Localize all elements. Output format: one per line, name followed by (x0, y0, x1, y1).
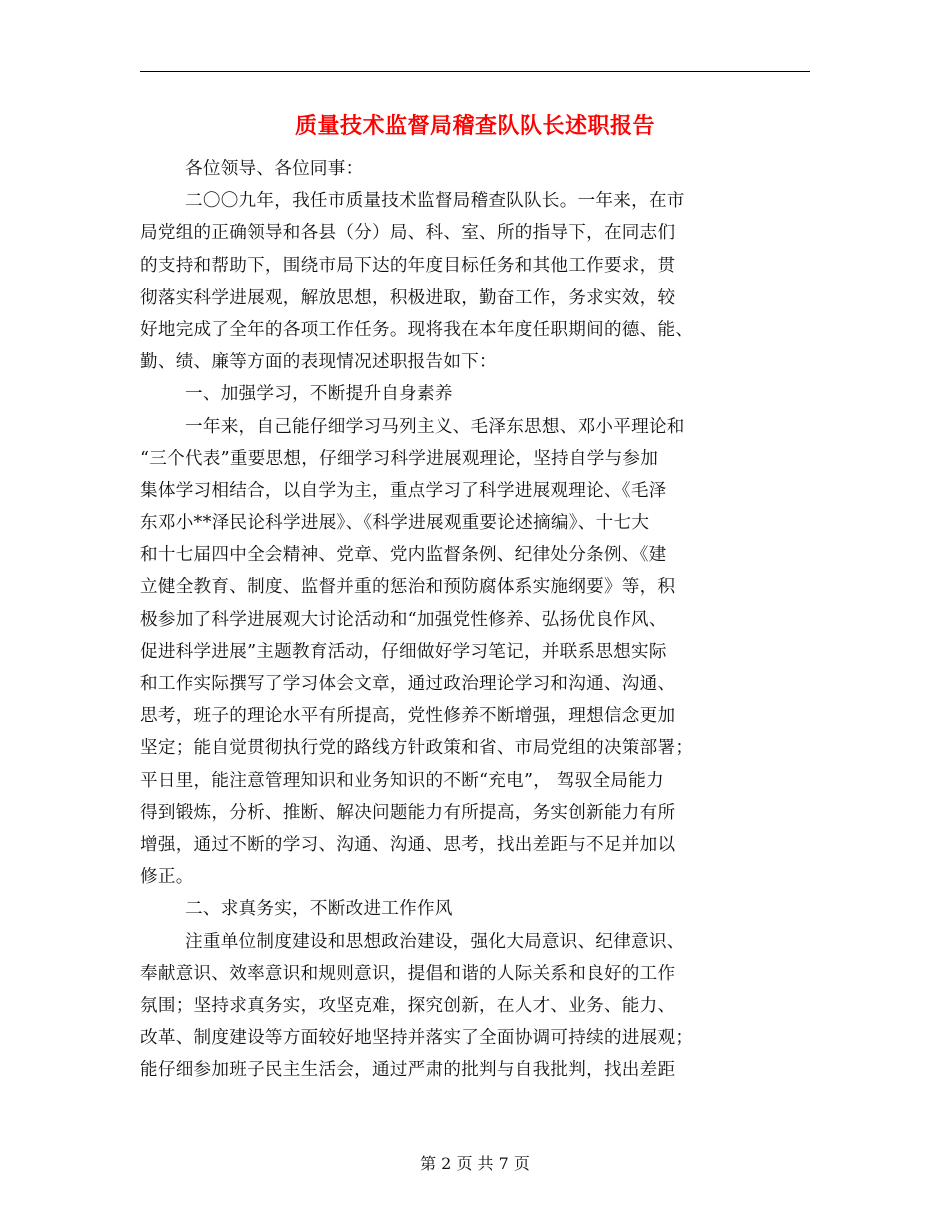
text-line: 修正。 (140, 867, 194, 888)
text-line: 平日里，能注意管理知识和业务知识的不断“充电”， 驾驭全局能力 (140, 770, 664, 791)
text-line: 和工作实际撰写了学习体会文章，通过政治理论学习和沟通、沟通、 (140, 674, 676, 694)
document-title: 质量技术监督局稽查队队长述职报告 (294, 113, 655, 139)
text-line: 极参加了科学进展观大讨论活动和“加强党性修养、弘扬优良作风、 (140, 609, 667, 630)
text-line: 改革、制度建设等方面较好地坚持并落实了全面协调可持续的进展观； (140, 1028, 694, 1049)
text-line: “三个代表”重要思想，仔细学习科学进展观理论，坚持自学与参加 (140, 448, 659, 469)
text-line: 各位领导、各位同事： (185, 159, 364, 179)
text-line: 东邓小**泽民论科学进展》、《科学进展观重要论述摘编》、十七大 (140, 513, 650, 534)
text-line: 得到锻炼，分析、推断、解决问题能力有所提高，务实创新能力有所 (140, 802, 676, 823)
text-line: 局党组的正确领导和各县（分）局、科、室、所的指导下，在同志们 (140, 223, 676, 244)
text-line: 和十七届四中全会精神、党章、党内监督条例、纪律处分条例、《建 (140, 545, 667, 566)
text-line: 的支持和帮助下，围绕市局下达的年度目标任务和其他工作要求，贯 (140, 255, 676, 276)
text-line: 促进科学进展”主题教育活动，仔细做好学习笔记，并联系思想实际 (140, 641, 667, 662)
document-body (140, 153, 810, 1086)
text-line: 勤、绩、廉等方面的表现情况述职报告如下： (140, 352, 497, 373)
text-line: 坚定；能自觉贯彻执行党的路线方针政策和省、市局党组的决策部署； (140, 738, 694, 759)
text-line: 立健全教育、制度、监督并重的惩治和预防腐体系实施纲要》等，积 (140, 577, 676, 598)
text-line: 彻落实科学进展观，解放思想，积极进取，勤奋工作，务求实效，较 (140, 287, 676, 308)
text-line: 一、加强学习，不断提升自身素养 (185, 384, 453, 405)
text-line: 能仔细参加班子民主生活会，通过严肃的批判与自我批判，找出差距 (140, 1060, 676, 1081)
text-line: 氛围；坚持求真务实，攻坚克难，探究创新，在人才、业务、能力、 (140, 995, 676, 1016)
text-line: 注重单位制度建设和思想政治建设，强化大局意识、纪律意识、 (185, 931, 685, 952)
text-line: 奉献意识、效率意识和规则意识，提倡和谐的人际关系和良好的工作 (140, 963, 676, 984)
text-line: 好地完成了全年的各项工作任务。现将我在本年度任职期间的德、能、 (140, 319, 694, 340)
text-line: 增强，通过不断的学习、沟通、沟通、思考，找出差距与不足并加以 (140, 834, 676, 855)
text-line: 集体学习相结合，以自学为主，重点学习了科学进展观理论、《毛泽 (140, 480, 667, 501)
text-line: 思考，班子的理论水平有所提高，党性修养不断增强，理想信念更加 (140, 706, 676, 727)
text-line: 一年来，自己能仔细学习马列主义、毛泽东思想、邓小平理论和 (185, 416, 685, 437)
text-line: 二〇〇九年，我任市质量技术监督局稽查队队长。一年来，在市 (185, 191, 685, 212)
text-line: 二、求真务实，不断改进工作作风 (185, 899, 453, 920)
page-number-footer: 第 2 页 共 7 页 (420, 1154, 530, 1173)
header-rule (140, 71, 810, 72)
